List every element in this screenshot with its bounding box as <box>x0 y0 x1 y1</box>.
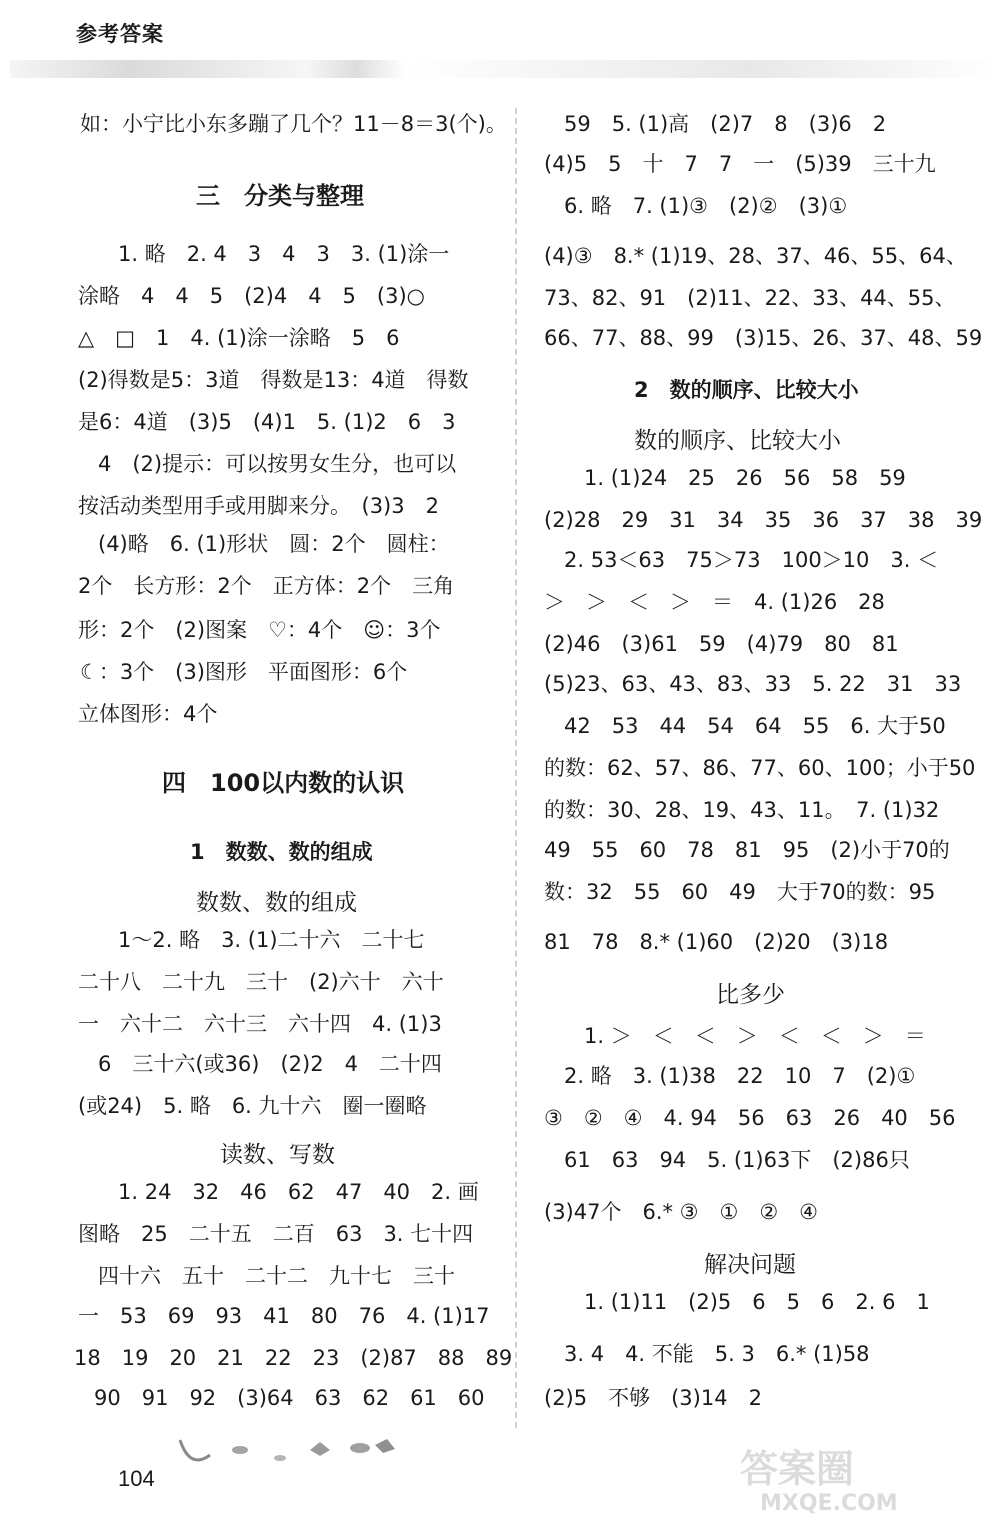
answer-line: (4)略 6. (1)形状 圆：2个 圆柱： <box>98 532 450 556</box>
section-heading: 2 数的顺序、比较大小 <box>634 378 859 402</box>
answer-line: (3)47个 6.* ③ ① ② ④ <box>544 1200 818 1224</box>
subsection-heading: 读数、写数 <box>220 1142 335 1168</box>
answer-line: 是6：4道 (3)5 (4)1 5. (1)2 6 3 <box>78 410 456 434</box>
answer-line: 一 53 69 93 41 80 76 4. (1)17 <box>78 1304 490 1328</box>
answer-line: 61 63 94 5. (1)63下 (2)86只 <box>564 1148 910 1172</box>
answer-line: 2. 53＜63 75＞73 100＞10 3. ＜ <box>564 548 939 572</box>
answer-line: 90 91 92 (3)64 63 62 61 60 <box>94 1386 485 1410</box>
decorative-flower-illustration <box>170 1430 420 1480</box>
subsection-heading: 数的顺序、比较大小 <box>634 428 841 454</box>
watermark-logo <box>730 1440 990 1515</box>
section-heading: 1 数数、数的组成 <box>190 840 373 864</box>
answer-line: ③ ② ④ 4. 94 56 63 26 40 56 <box>544 1106 956 1130</box>
answer-line: 66、77、88、99 (3)15、26、37、48、59 <box>544 326 983 350</box>
answer-line: 涂略 4 4 5 (2)4 4 5 (3)○ <box>78 284 425 308</box>
right-column <box>520 0 1000 1518</box>
answer-line: 1. (1)11 (2)5 6 5 6 2. 6 1 <box>584 1290 930 1314</box>
answer-line: (2)得数是5：3道 得数是13：4道 得数 <box>78 368 469 392</box>
answer-line: 3. 4 4. 不能 5. 3 6.* (1)58 <box>564 1342 870 1366</box>
answer-line: 1. 24 32 46 62 47 40 2. 画 <box>118 1180 479 1204</box>
answer-line: 形：2个 (2)图案 ♡：4个 ☺：3个 <box>78 618 441 642</box>
svg-text:MXQE.COM: MXQE.COM <box>760 1491 898 1515</box>
answer-line: 49 55 60 78 81 95 (2)小于70的 <box>544 838 950 862</box>
subsection-heading: 解决问题 <box>704 1252 796 1278</box>
answer-line: 81 78 8.* (1)60 (2)20 (3)18 <box>544 930 889 954</box>
answer-line: 图略 25 二十五 二百 63 3. 七十四 <box>78 1222 474 1246</box>
answer-line: (或24) 5. 略 6. 九十六 圈一圈略 <box>78 1094 427 1118</box>
answer-line: 59 5. (1)高 (2)7 8 (3)6 2 <box>564 112 887 136</box>
answer-line: 立体图形：4个 <box>78 702 218 726</box>
answer-line: 42 53 44 54 64 55 6. 大于50 <box>564 714 946 738</box>
answer-line: 1. ＞ ＜ ＜ ＞ ＜ ＜ ＞ ＝ <box>584 1024 926 1048</box>
answer-line: 1. 略 2. 4 3 4 3 3. (1)涂一 <box>118 242 450 266</box>
page-number: 104 <box>118 1466 155 1491</box>
column-divider <box>515 108 517 1428</box>
answer-line: (4)5 5 十 7 7 一 (5)39 三十九 <box>544 152 936 176</box>
answer-line: 按活动类型用手或用脚来分。 (3)3 2 <box>78 494 439 518</box>
answer-line: (4)③ 8.* (1)19、28、37、46、55、64、 <box>544 244 967 268</box>
subsection-heading: 比多少 <box>716 982 785 1008</box>
svg-text:答案圈: 答案圈 <box>740 1447 855 1491</box>
header-label: 参考答案 <box>76 22 164 46</box>
answer-line: (2)5 不够 (3)14 2 <box>544 1386 762 1410</box>
answer-line: (2)28 29 31 34 35 36 37 38 39 <box>544 508 983 532</box>
answer-line: △ □ 1 4. (1)涂一涂略 5 6 <box>78 326 400 350</box>
answer-line: 1～2. 略 3. (1)二十六 二十七 <box>118 928 425 952</box>
answer-line: 2个 长方形：2个 正方体：2个 三角 <box>78 574 455 598</box>
answer-line: 2. 略 3. (1)38 22 10 7 (2)① <box>564 1064 916 1088</box>
answer-line: 的数：30、28、19、43、11。 7. (1)32 <box>544 798 940 822</box>
answer-line: 如：小宁比小东多蹦了几个？11－8＝3(个)。 <box>80 112 507 136</box>
answer-line: ☾：3个 (3)图形 平面图形：6个 <box>80 660 408 684</box>
answer-line: 4 (2)提示：可以按男女生分，也可以 <box>98 452 457 476</box>
answer-line: ＞ ＞ ＜ ＞ ＝ 4. (1)26 28 <box>544 590 885 614</box>
answer-line: 73、82、91 (2)11、22、33、44、55、 <box>544 286 956 310</box>
answer-line: 6 三十六(或36) (2)2 4 二十四 <box>98 1052 442 1076</box>
answer-line: 的数：62、57、86、77、60、100；小于50 <box>544 756 976 780</box>
answer-line: 1. (1)24 25 26 56 58 59 <box>584 466 906 490</box>
answer-line: 数：32 55 60 49 大于70的数：95 <box>544 880 936 904</box>
answer-line: 四十六 五十 二十二 九十七 三十 <box>98 1264 455 1288</box>
answer-line: 二十八 二十九 三十 (2)六十 六十 <box>78 970 444 994</box>
answer-line: 18 19 20 21 22 23 (2)87 88 89 <box>74 1346 513 1370</box>
chapter-heading: 四 100以内数的认识 <box>162 769 405 797</box>
subsection-heading: 数数、数的组成 <box>196 890 357 916</box>
answer-line: (5)23、63、43、83、33 5. 22 31 33 <box>544 672 962 696</box>
answer-line: 一 六十二 六十三 六十四 4. (1)3 <box>78 1012 442 1036</box>
chapter-heading: 三 分类与整理 <box>196 182 364 210</box>
answer-line: (2)46 (3)61 59 (4)79 80 81 <box>544 632 899 656</box>
answer-line: 6. 略 7. (1)③ (2)② (3)① <box>564 194 848 218</box>
